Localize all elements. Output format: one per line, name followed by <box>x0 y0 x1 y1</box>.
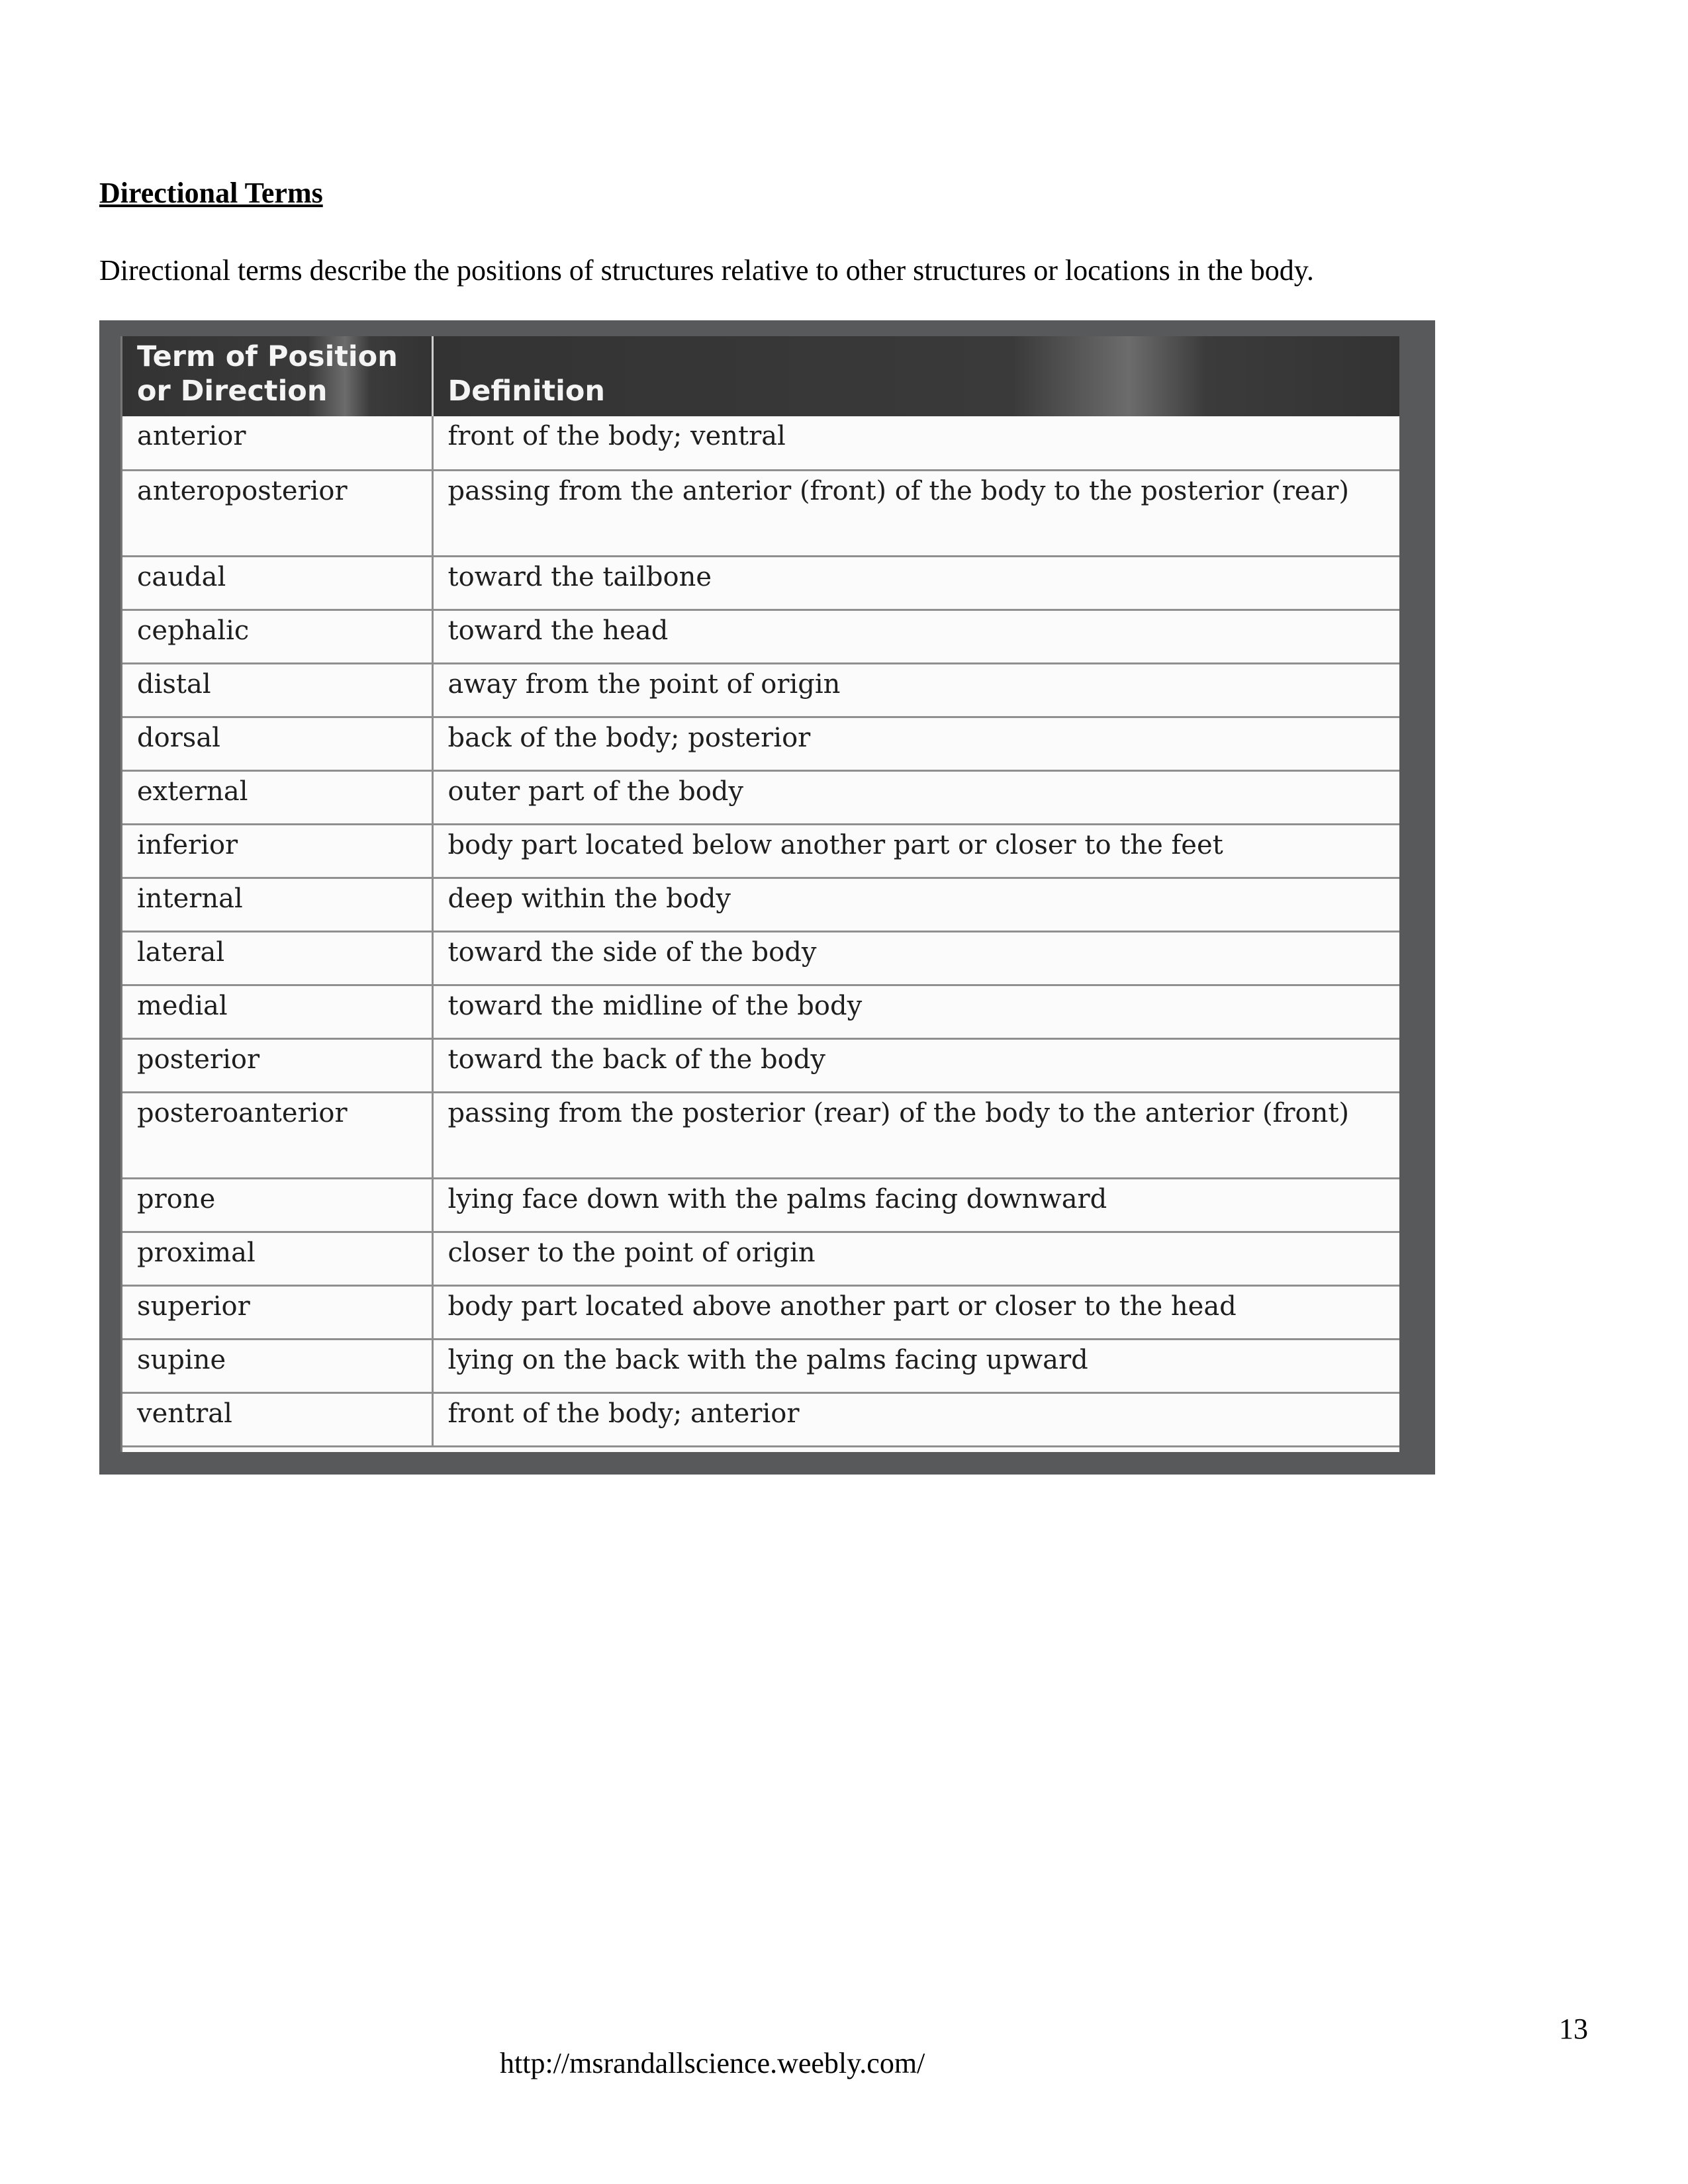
term-cell: cephalic <box>122 610 432 663</box>
definition-cell: body part located above another part or closer to the head <box>432 1285 1399 1339</box>
header-term <box>122 336 432 416</box>
table-row <box>122 1392 1399 1446</box>
table-row <box>122 931 1399 985</box>
table-inner <box>120 336 1399 1452</box>
table-row <box>122 1178 1399 1232</box>
definition-cell: front of the body; anterior <box>432 1392 1399 1446</box>
definition-cell: outer part of the body <box>432 770 1399 824</box>
table-row <box>122 663 1399 717</box>
table-header-row <box>122 336 1399 416</box>
table-row <box>122 878 1399 931</box>
table-row <box>122 824 1399 878</box>
definition-cell: lying on the back with the palms facing upward <box>432 1339 1399 1392</box>
definition-cell: toward the tailbone <box>432 556 1399 610</box>
footer-url: http://msrandallscience.weebly.com/ <box>500 2047 925 2079</box>
definition-cell: closer to the point of origin <box>432 1232 1399 1285</box>
term-cell: distal <box>122 663 432 717</box>
term-cell: dorsal <box>122 717 432 770</box>
intro-paragraph: Directional terms describe the positions of structures relative to other structures or locations in the body. <box>99 254 1314 287</box>
header-definition: Definition <box>432 336 1399 416</box>
table-row <box>122 470 1399 556</box>
term-cell: internal <box>122 878 432 931</box>
definition-cell: away from the point of origin <box>432 663 1399 717</box>
definition-cell: lying face down with the palms facing downward <box>432 1178 1399 1232</box>
term-cell: prone <box>122 1178 432 1232</box>
table-row <box>122 1339 1399 1392</box>
term-cell: medial <box>122 985 432 1038</box>
header-term-line-1: Term of Position <box>137 340 398 373</box>
definition-cell: passing from the anterior (front) of the body to the posterior (rear) <box>432 470 1399 556</box>
definition-cell: deep within the body <box>432 878 1399 931</box>
term-cell: inferior <box>122 824 432 878</box>
term-cell: superior <box>122 1285 432 1339</box>
term-cell: ventral <box>122 1392 432 1446</box>
directional-terms-table-image <box>99 320 1435 1475</box>
definition-cell: passing from the posterior (rear) of the body to the anterior (front) <box>432 1092 1399 1178</box>
term-cell: external <box>122 770 432 824</box>
directional-terms-table <box>122 336 1399 1447</box>
table-row <box>122 1038 1399 1092</box>
table-row <box>122 1285 1399 1339</box>
definition-cell: toward the back of the body <box>432 1038 1399 1092</box>
term-cell: lateral <box>122 931 432 985</box>
definition-cell: back of the body; posterior <box>432 717 1399 770</box>
header-term-line-2: or Direction <box>137 375 328 408</box>
definition-cell: toward the midline of the body <box>432 985 1399 1038</box>
definition-cell: toward the head <box>432 610 1399 663</box>
term-cell: caudal <box>122 556 432 610</box>
definition-cell: front of the body; ventral <box>432 416 1399 470</box>
term-cell: posteroanterior <box>122 1092 432 1178</box>
table-row <box>122 556 1399 610</box>
section-heading: Directional Terms <box>99 177 323 209</box>
definition-cell: body part located below another part or closer to the feet <box>432 824 1399 878</box>
table-row <box>122 1232 1399 1285</box>
table-row <box>122 610 1399 663</box>
table-row <box>122 770 1399 824</box>
table-row <box>122 416 1399 470</box>
table-row <box>122 717 1399 770</box>
page-number: 13 <box>1559 2013 1588 2045</box>
term-cell: anteroposterior <box>122 470 432 556</box>
term-cell: proximal <box>122 1232 432 1285</box>
term-cell: supine <box>122 1339 432 1392</box>
term-cell: anterior <box>122 416 432 470</box>
table-row <box>122 985 1399 1038</box>
term-cell: posterior <box>122 1038 432 1092</box>
table-row <box>122 1092 1399 1178</box>
definition-cell: toward the side of the body <box>432 931 1399 985</box>
